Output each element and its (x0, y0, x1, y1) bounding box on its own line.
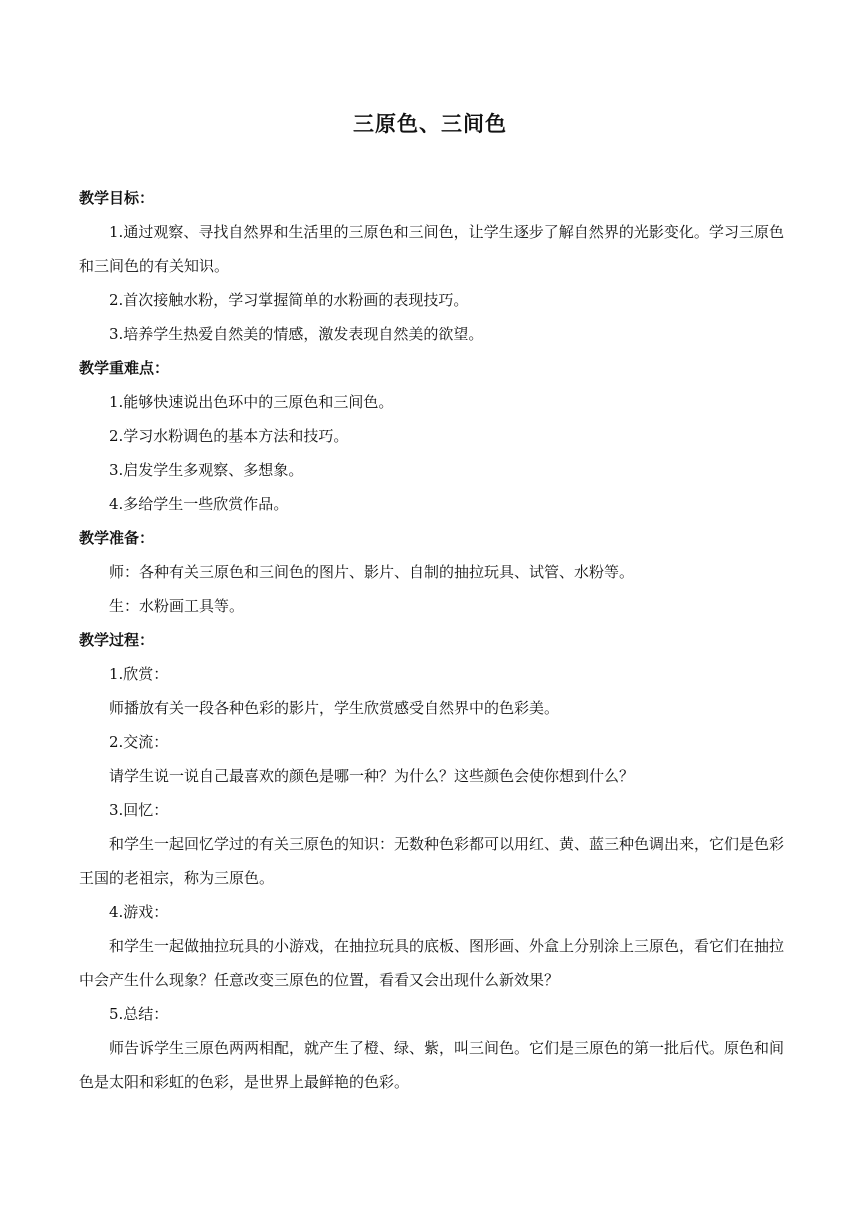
document-body (79, 181, 784, 1099)
preparation-item-teacher: 师：各种有关三原色和三间色的图片、影片、自制的抽拉玩具、试管、水粉等。 (109, 563, 635, 581)
process-step-title-4: 4.游戏： (109, 903, 169, 921)
process-step-title-5: 5.总结： (109, 1005, 169, 1023)
process-step-text-5: 师告诉学生三原色两两相配，就产生了橙、绿、紫，叫三间色。它们是三原色的第一批后代。原色和间色是太阳和彩虹的色彩，是世界上最鲜艳的色彩。 (79, 1039, 785, 1091)
key-point-item-1: 1.能够快速说出色环中的三原色和三间色。 (109, 393, 394, 411)
objective-item-1: 1.通过观察、寻找自然界和生活里的三原色和三间色，让学生逐步了解自然界的光影变化。学习三原色和三间色的有关知识。 (79, 223, 784, 275)
objective-item-2: 2.首次接触水粉，学习掌握简单的水粉画的表现技巧。 (109, 291, 469, 309)
process-step-text-1: 师播放有关一段各种色彩的影片，学生欣赏感受自然界中的色彩美。 (109, 699, 560, 717)
process-step-title-2: 2.交流： (109, 733, 169, 751)
section-heading-process: 教学过程： (79, 631, 155, 649)
process-step-text-2: 请学生说一说自己最喜欢的颜色是哪一种？为什么？这些颜色会使你想到什么？ (109, 767, 635, 785)
document-title: 三原色、三间色 (353, 111, 507, 136)
preparation-item-student: 生：水粉画工具等。 (109, 597, 245, 615)
section-heading-key-points: 教学重难点： (79, 359, 170, 377)
process-step-text-3: 和学生一起回忆学过的有关三原色的知识：无数种色彩都可以用红、黄、蓝三种色调出来，它们是色彩王国的老祖宗，称为三原色。 (79, 835, 785, 887)
process-step-text-4: 和学生一起做抽拉玩具的小游戏，在抽拉玩具的底板、图形画、外盒上分别涂上三原色，看它们在抽拉中会产生什么现象？任意改变三原色的位置，看看又会出现什么新效果？ (79, 937, 785, 989)
section-heading-objectives: 教学目标： (79, 189, 155, 207)
key-point-item-4: 4.多给学生一些欣赏作品。 (109, 495, 289, 513)
process-step-title-1: 1.欣赏： (109, 665, 169, 683)
process-step-title-3: 3.回忆： (109, 801, 169, 819)
key-point-item-3: 3.启发学生多观察、多想象。 (109, 461, 304, 479)
key-point-item-2: 2.学习水粉调色的基本方法和技巧。 (109, 427, 349, 445)
section-heading-preparation: 教学准备： (79, 529, 155, 547)
objective-item-3: 3.培养学生热爱自然美的情感，激发表现自然美的欲望。 (109, 325, 484, 343)
